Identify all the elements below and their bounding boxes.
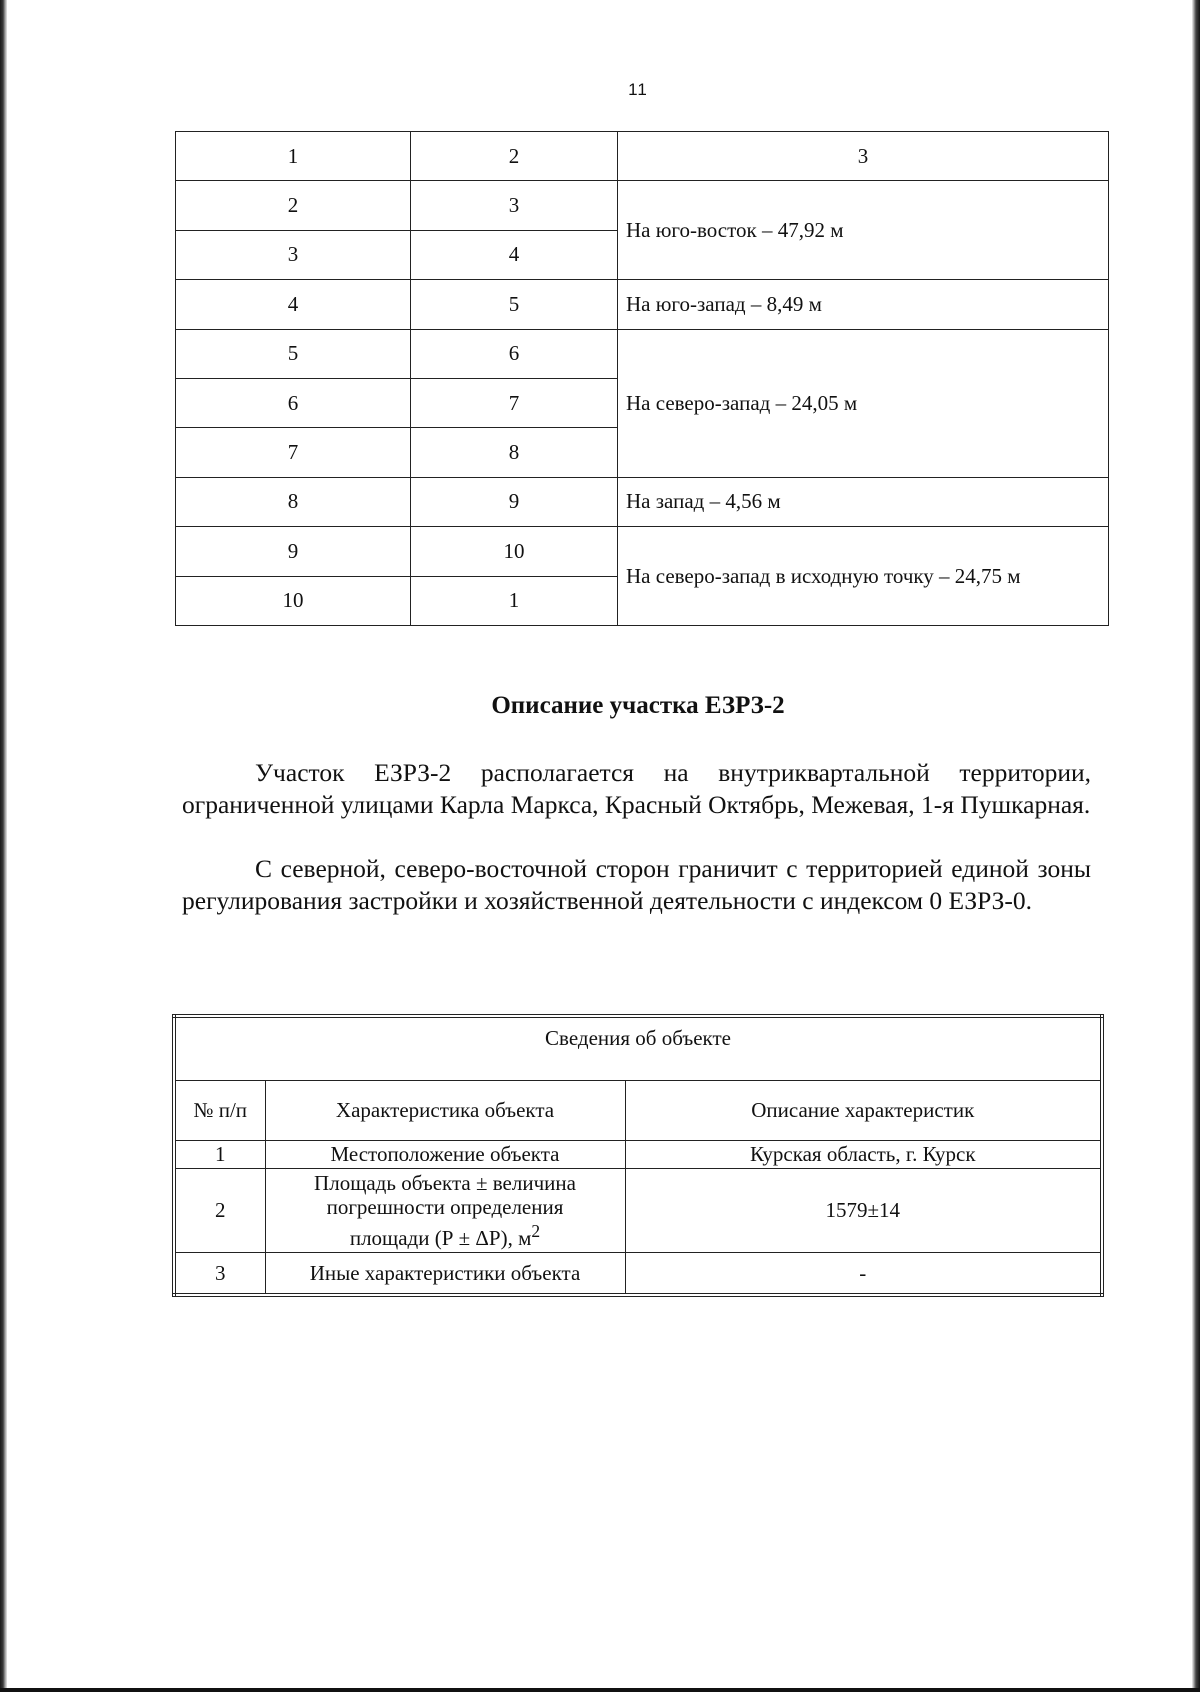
unit-superscript: 2	[531, 1220, 541, 1241]
table-row	[174, 1252, 1102, 1295]
area-unit-text: площади (Р ± ΔР), м	[349, 1225, 532, 1250]
point-to: 8	[411, 428, 618, 477]
scan-edge-bottom	[0, 1688, 1200, 1692]
table-header-row	[174, 1080, 1102, 1140]
row-characteristic	[265, 1168, 625, 1252]
characteristic-line	[270, 1219, 621, 1250]
header-cell-description: Описание характеристик	[625, 1080, 1102, 1140]
header-cell-number: № п/п	[174, 1080, 265, 1140]
table-caption-row	[174, 1016, 1102, 1080]
point-to: 7	[411, 378, 618, 427]
segment-description: На северо-запад в исходную точку – 24,75 м	[618, 527, 1109, 626]
segment-description: На юго-восток – 47,92 м	[618, 181, 1109, 280]
point-from: 7	[176, 428, 411, 477]
point-to: 5	[411, 280, 618, 329]
table-row	[176, 477, 1109, 526]
point-from: 5	[176, 329, 411, 378]
segment-description: На запад – 4,56 м	[618, 477, 1109, 526]
row-number: 2	[174, 1168, 265, 1252]
header-cell-characteristic: Характеристика объекта	[265, 1080, 625, 1140]
point-from: 6	[176, 378, 411, 427]
point-to: 1	[411, 576, 618, 625]
point-from: 3	[176, 230, 411, 279]
row-characteristic: Местоположение объекта	[265, 1140, 625, 1168]
point-from: 4	[176, 280, 411, 329]
characteristic-line: погрешности определения	[326, 1194, 564, 1219]
table-row	[176, 329, 1109, 378]
table-row	[174, 1140, 1102, 1168]
point-to: 10	[411, 527, 618, 576]
header-cell: 2	[411, 132, 618, 181]
point-from: 2	[176, 181, 411, 230]
page-number: 11	[628, 80, 648, 99]
row-characteristic: Иные характеристики объекта	[265, 1252, 625, 1295]
scan-edge-left	[0, 0, 7, 1692]
point-to: 3	[411, 181, 618, 230]
row-description: Курская область, г. Курск	[625, 1140, 1102, 1168]
point-from: 9	[176, 527, 411, 576]
table-row	[174, 1168, 1102, 1252]
point-from: 8	[176, 477, 411, 526]
table-row	[176, 527, 1109, 576]
row-number: 1	[174, 1140, 265, 1168]
paragraph-location: Участок ЕЗРЗ-2 располагается на внутриквартальной территории, ограниченной улицами Карла Маркса, Красный Октябрь, Межевая, 1-я Пушкарная.	[182, 758, 1091, 819]
characteristic-line: Площадь объекта ± величина	[314, 1170, 576, 1195]
section-title: Описание участка ЕЗРЗ-2	[491, 692, 785, 719]
point-to: 6	[411, 329, 618, 378]
header-cell: 3	[618, 132, 1109, 181]
segment-description: На юго-запад – 8,49 м	[618, 280, 1109, 329]
object-info-table	[172, 1014, 1104, 1297]
point-to: 9	[411, 477, 618, 526]
header-cell: 1	[176, 132, 411, 181]
point-to: 4	[411, 230, 618, 279]
row-description: 1579±14	[625, 1168, 1102, 1252]
table-row	[176, 181, 1109, 230]
boundary-table	[175, 131, 1109, 626]
segment-description: На северо-запад – 24,05 м	[618, 329, 1109, 477]
row-number: 3	[174, 1252, 265, 1295]
table-row	[176, 280, 1109, 329]
point-from: 10	[176, 576, 411, 625]
paragraph-borders: С северной, северо-восточной сторон граничит с территорией единой зоны регулирования застройки и хозяйственной деятельности с индексом 0 ЕЗРЗ-0.	[182, 854, 1091, 915]
row-description: -	[625, 1252, 1102, 1295]
scan-edge-right	[1192, 0, 1200, 1692]
table-header-row	[176, 132, 1109, 181]
table-caption: Сведения об объекте	[174, 1016, 1102, 1080]
